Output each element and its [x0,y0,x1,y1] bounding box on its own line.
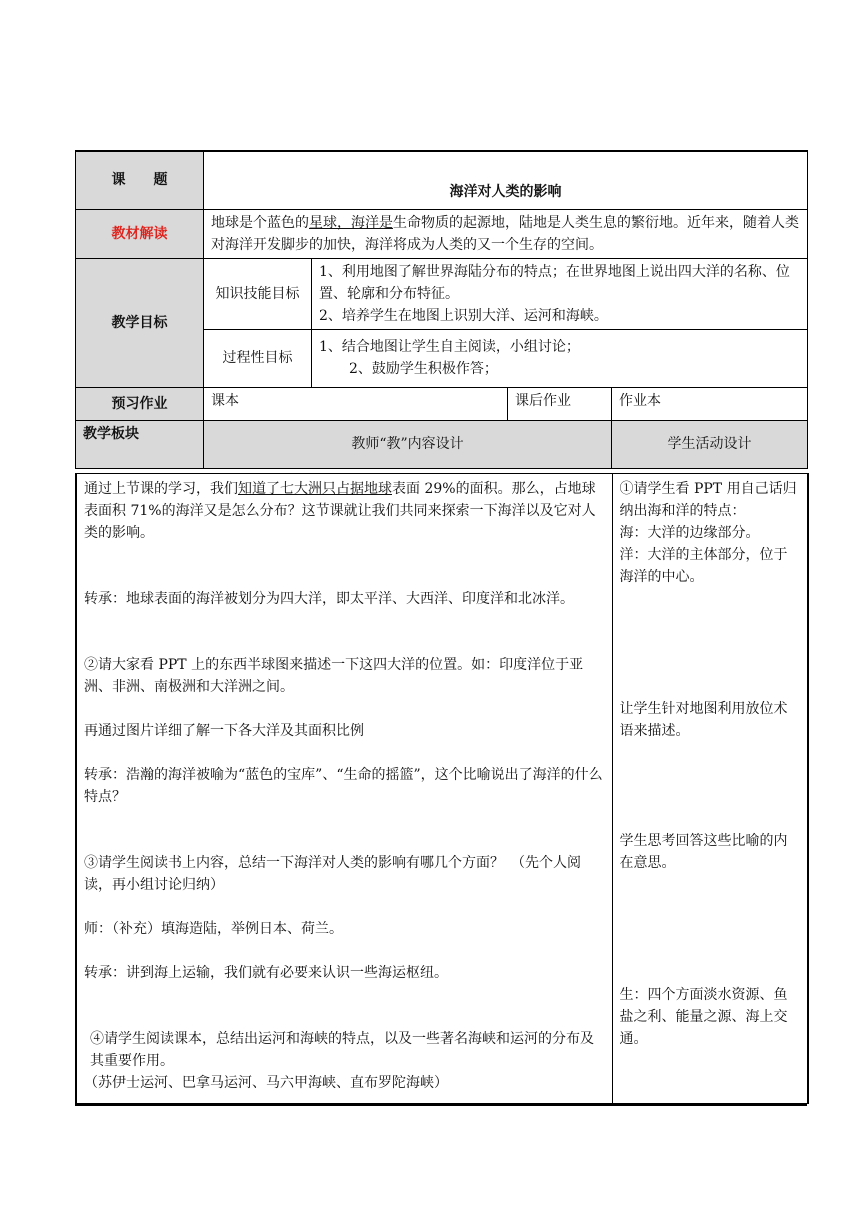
process-goals [312,329,808,387]
teacher-paragraph: 转承：浩瀚的海洋被喻为“蓝色的宝库”、“生命的摇篮”，这个比喻说出了海洋的什么特点？ [84,766,603,805]
preview-value: 课本 [204,387,508,420]
block-label: 教学板块 [76,420,204,468]
teacher-paragraph: 转承：地球表面的海洋被划分为四大洋，即太平洋、大西洋、印度洋和北冰洋。 [84,590,574,607]
topic-label: 课 题 [76,151,204,209]
knowledge-item: 2、培养学生在地图上识别大洋、运河和海峡。 [319,307,608,324]
process-item: 1、结合地图让学生自主阅读，小组讨论； [319,339,580,355]
preview-label: 预习作业 [76,387,204,420]
knowledge-label: 知识技能目标 [204,258,312,329]
lesson-body-table [75,473,809,1104]
teacher-paragraph: ②请大家看 PPT 上的东西半球图来描述一下这四大洋的位置。如：印度洋位于亚洲、非洲、南极洲和大洋洲之间。 [84,656,584,695]
teacher-paragraph: ④请学生阅读课本，总结出运河和海峡的特点，以及一些著名海峡和运河的分布及其重要作用。 [90,1030,594,1069]
student-paragraph: 洋：大洋的主体部分，位于海洋的中心。 [619,546,788,585]
homework-label: 课后作业 [508,387,612,420]
teacher-content [76,473,612,1103]
goal-label: 教学目标 [76,258,204,387]
teacher-paragraph: 通过上节课的学习，我们知道了七大洲只占据地球表面 29%的面积。那么，占地球表面积 71%的海洋又是怎么分布？这节课就让我们共同来探索一下海洋以及它对人类的影响。 [84,480,596,541]
reading-label: 教材解读 [76,209,204,258]
student-content [612,473,808,1103]
student-paragraph: 学生思考回答这些比喻的内在意思。 [619,832,788,871]
student-paragraph: 让学生针对地图利用放位术语来描述。 [619,700,788,739]
student-paragraph: 生：四个方面淡水资源、鱼盐之利、能量之源、海上交通。 [619,986,788,1047]
process-label: 过程性目标 [204,329,312,387]
knowledge-goals [312,258,808,329]
teacher-paragraph: （苏伊士运河、巴拿马运河、马六甲海峡、直布罗陀海峡） [84,1074,448,1091]
teacher-column-header: 教师“教”内容设计 [204,420,612,468]
teacher-paragraph: 再通过图片详细了解一下各大洋及其面积比例 [84,722,364,739]
student-column-header: 学生活动设计 [612,420,808,468]
student-paragraph: ①请学生看 PPT 用自己话归纳出海和洋的特点： [619,480,797,519]
student-paragraph: 海：大洋的边缘部分。 [619,524,760,541]
topic-title: 海洋对人类的影响 [204,151,808,209]
bottom-rule [75,1104,807,1106]
lesson-header-table [75,150,808,469]
homework-value: 作业本 [612,387,808,420]
process-item: 2、鼓励学生积极作答； [349,361,498,377]
teacher-paragraph: 师：（补充）填海造陆，举例日本、荷兰。 [84,920,343,937]
lesson-plan [75,150,807,1106]
teacher-paragraph: ③请学生阅读书上内容，总结一下海洋对人类的影响有哪几个方面？ （先个人阅读，再小组讨论归纳） [84,854,581,893]
reading-text: 地球是个蓝色的星球，海洋是生命物质的起源地，陆地是人类生息的繁衍地。近年来，随着人类对海洋开发脚步的加快，海洋将成为人类的又一个生存的空间。 [204,209,808,258]
teacher-paragraph: 转承：讲到海上运输，我们就有必要来认识一些海运枢纽。 [84,964,448,981]
knowledge-item: 1、利用地图了解世界海陆分布的特点；在世界地图上说出四大洋的名称、位置、轮廓和分布特征。 [319,263,790,302]
